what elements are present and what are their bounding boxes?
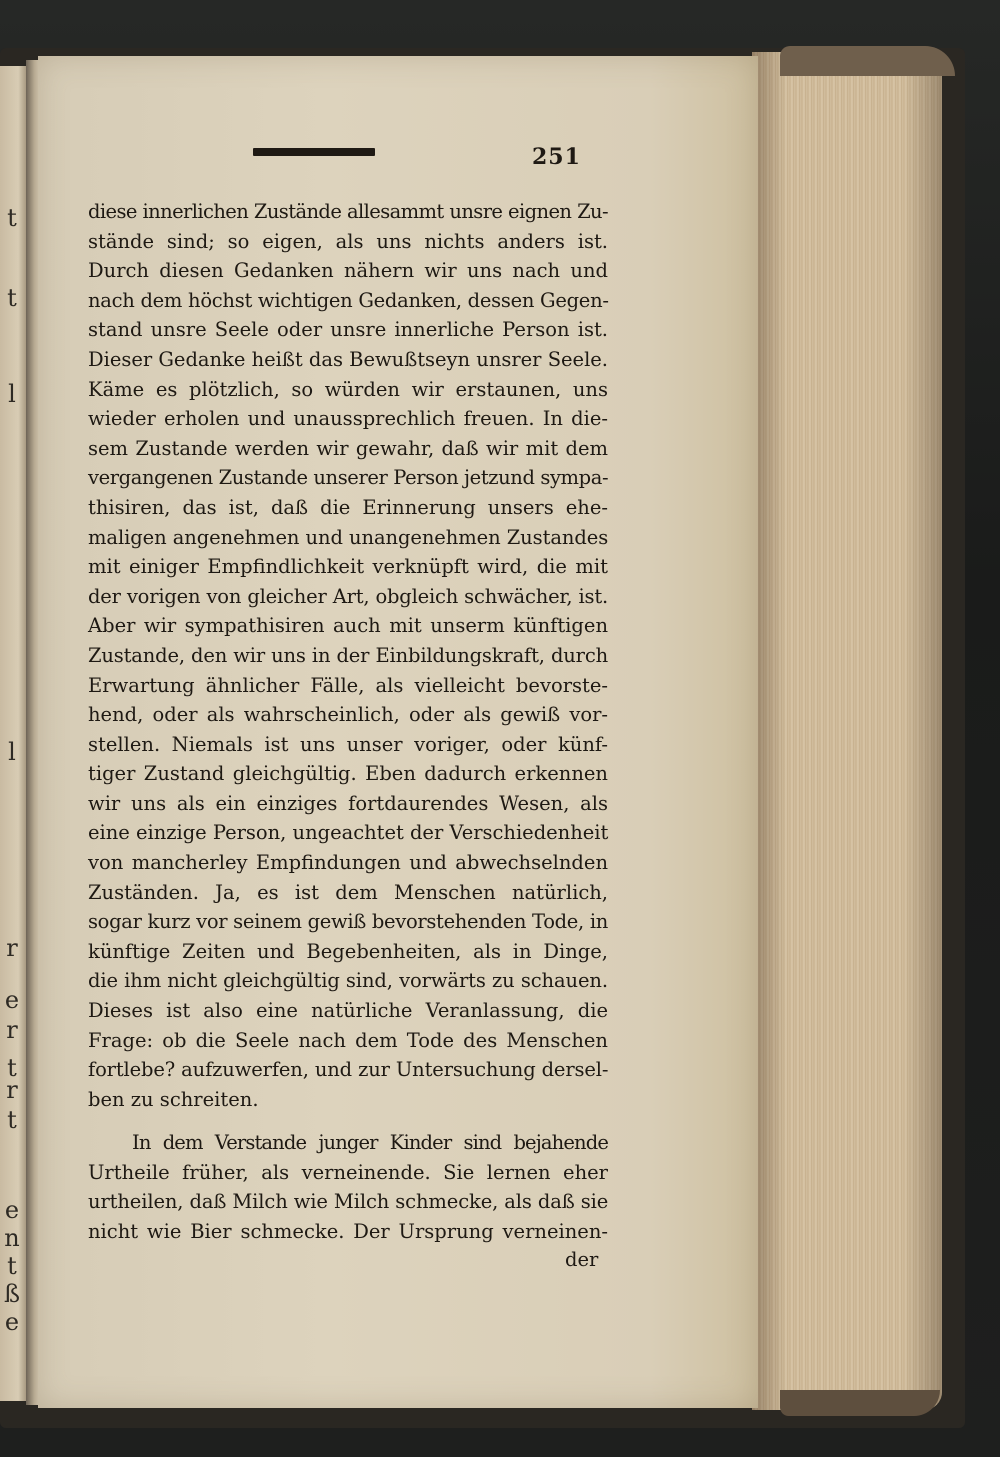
text-line: sem Zustande werden wir gewahr, daß wir mit dem <box>88 436 608 460</box>
text-line: stellen. Niemals ist uns unser voriger, oder künf- <box>88 732 608 756</box>
margin-mark: t <box>7 284 17 312</box>
text-line: Zustande, den wir uns in der Einbildungskraft, durch <box>88 643 608 667</box>
text-line: fortlebe? aufzuwerfen, und zur Untersuchung dersel- <box>88 1058 609 1082</box>
text-line: wieder erholen und unaussprechlich freuen. In die- <box>88 407 608 431</box>
text-line: von mancherley Empfindungen und abwechselnden <box>88 851 608 875</box>
text-line: maligen angenehmen und unangenehmen Zustandes <box>88 525 609 549</box>
text-line: ben zu schreiten. <box>88 1087 259 1111</box>
margin-mark: t <box>7 1054 17 1082</box>
text-line: Zuständen. Ja, es ist dem Menschen natürlich, <box>88 880 608 904</box>
text-line: Frage: ob die Seele nach dem Tode des Menschen <box>88 1028 608 1052</box>
margin-mark: t <box>7 1106 17 1134</box>
margin-mark: e <box>4 986 20 1014</box>
text-line: Aber wir sympathisiren auch mit unserm künftigen <box>88 614 608 638</box>
text-line: hend, oder als wahrscheinlich, oder als gewiß vor- <box>88 703 608 727</box>
margin-mark: r <box>6 1016 18 1044</box>
text-line: nicht wie Bier schmecke. Der Ursprung verneinen- <box>88 1219 608 1243</box>
margin-mark: r <box>6 934 18 962</box>
page-number: 251 <box>532 144 581 170</box>
margin-mark: l <box>8 380 16 408</box>
margin-mark: n <box>4 1224 20 1252</box>
text-line: In dem Verstande junger Kinder sind bejahende <box>132 1131 608 1154</box>
margin-mark: t <box>7 204 17 232</box>
text-line: die ihm nicht gleichgültig sind, vorwärts zu schauen. <box>88 969 608 993</box>
text-line: Durch diesen Gedanken nähern wir uns nach und <box>88 259 608 283</box>
margin-mark: e <box>4 1308 20 1336</box>
text-line: mit einiger Empfindlichkeit verknüpft wird, die mit <box>88 555 608 579</box>
text-line: Erwartung ähnlicher Fälle, als vielleicht bevorste- <box>88 673 608 697</box>
text-line: urtheilen, daß Milch wie Milch schmecke, als daß sie <box>88 1190 609 1214</box>
margin-mark: ß <box>3 1280 21 1308</box>
text-line: stände sind; so eigen, als uns nichts anders ist. <box>88 229 608 253</box>
text-line: nach dem höchst wichtigen Gedanken, dessen Gegen- <box>88 288 609 312</box>
text-line: thisiren, das ist, daß die Erinnerung unsers ehe- <box>88 495 608 519</box>
header-rule <box>253 148 375 156</box>
text-line: tiger Zustand gleichgültig. Eben dadurch erkennen <box>88 762 608 786</box>
text-line: künftige Zeiten und Begebenheiten, als in Dinge, <box>88 939 608 963</box>
text-line: eine einzige Person, ungeachtet der Verschiedenheit <box>88 821 609 845</box>
text-line: Urtheile früher, als verneinende. Sie lernen eher <box>88 1160 608 1184</box>
text-line: Dieses ist also eine natürliche Veranlassung, die <box>88 999 608 1023</box>
text-line: stand unsre Seele oder unsre innerliche Person ist. <box>88 318 608 342</box>
text-line: Käme es plötzlich, so würden wir erstaunen, uns <box>88 377 608 401</box>
book-cover-bottom <box>780 1390 940 1416</box>
book-cover-top <box>780 46 955 76</box>
text-line: wir uns als ein einziges fortdaurendes Wesen, als <box>88 791 608 815</box>
paragraph-2 <box>88 1128 608 1246</box>
margin-mark: e <box>4 1196 20 1224</box>
previous-page-edge <box>0 66 26 1401</box>
text-line: sogar kurz vor seinem gewiß bevorstehenden Tode, in <box>88 910 608 934</box>
margin-mark: r <box>6 1076 18 1104</box>
text-line: der vorigen von gleicher Art, obgleich schwächer, ist. <box>88 584 608 608</box>
text-line: Dieser Gedanke heißt das Bewußtseyn unsrer Seele. <box>88 347 608 371</box>
margin-mark: t <box>7 1252 17 1280</box>
page-edges-shade <box>752 52 942 1410</box>
catchword: der <box>565 1248 599 1271</box>
text-line: diese innerlichen Zustände allesammt unsre eignen Zu- <box>88 200 608 223</box>
margin-mark: l <box>8 738 16 766</box>
text-line: vergangenen Zustande unserer Person jetzund sympa- <box>88 466 609 490</box>
paragraph-1 <box>88 197 608 1114</box>
